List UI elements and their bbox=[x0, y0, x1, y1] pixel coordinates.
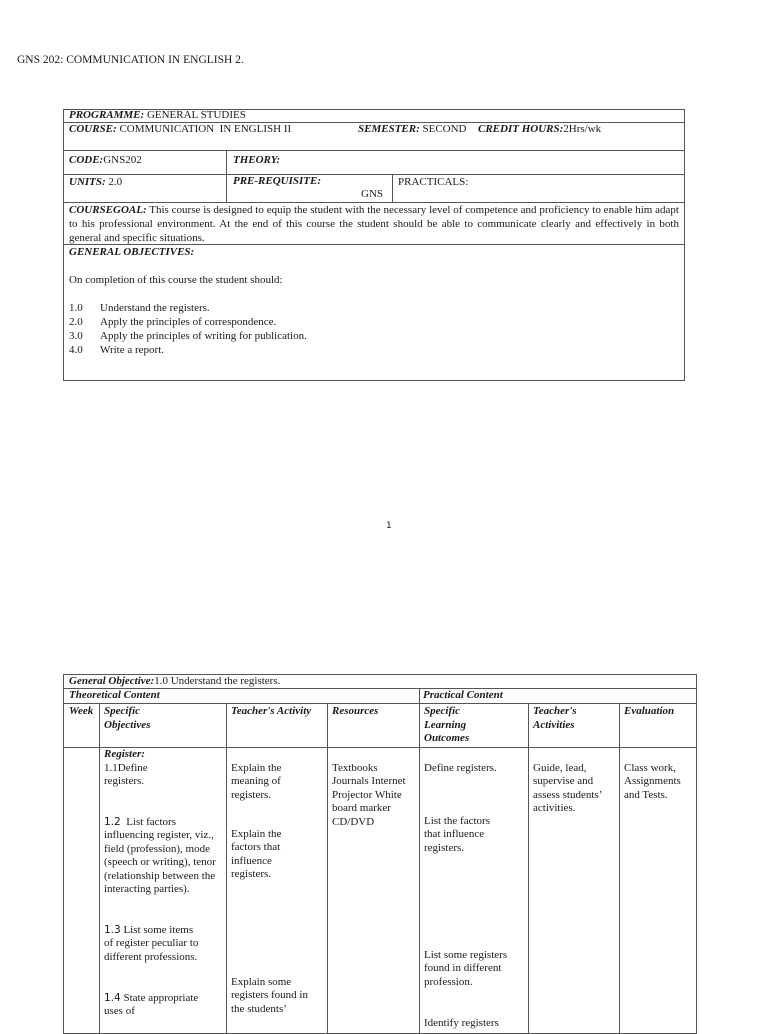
general-objective-label: General Objective: bbox=[69, 675, 155, 687]
programme-label: PROGRAMME: bbox=[69, 109, 145, 121]
objective-item: 2.0 Apply the principles of correspondence. bbox=[69, 316, 277, 328]
course-goal bbox=[69, 204, 679, 245]
course-goal-label: COURSEGOAL: bbox=[69, 204, 147, 216]
header-evaluation: Evaluation bbox=[624, 705, 675, 717]
objective-1-3: 1.3 List some items of register peculiar to different professions. bbox=[104, 924, 199, 963]
curriculum-table bbox=[63, 674, 697, 1034]
objective-1-1: 1.1Define registers. bbox=[104, 762, 148, 788]
learning-outcome-item: Define registers. bbox=[424, 762, 497, 774]
objective-item: 3.0 Apply the principles of writing for publication. bbox=[69, 330, 307, 342]
prerequisite-label: PRE-REQUISITE: bbox=[233, 175, 322, 187]
header-specific-objectives: Specific Objectives bbox=[104, 705, 151, 731]
course-row bbox=[69, 123, 291, 137]
units-label: UNITS: bbox=[69, 176, 106, 188]
objective-1-4: 1.4 State appropriate uses of bbox=[104, 992, 199, 1018]
units-cell bbox=[69, 176, 122, 190]
credit-hours-label: CREDIT HOURS: bbox=[478, 123, 564, 135]
teacher-activity-item: Explain some registers found in the students’ bbox=[231, 976, 308, 1015]
header-resources: Resources bbox=[332, 705, 379, 717]
programme-row bbox=[69, 109, 246, 123]
learning-outcome-item: Identify registers bbox=[424, 1017, 499, 1029]
course-value: COMMUNICATION IN ENGLISH II bbox=[119, 123, 292, 135]
general-objective-value: 1.0 Understand the registers. bbox=[154, 675, 281, 687]
code-value: GNS202 bbox=[103, 154, 142, 166]
practical-content-heading: Practical Content bbox=[423, 689, 503, 701]
semester-value: SECOND bbox=[422, 123, 467, 135]
course-label: COURSE: bbox=[69, 123, 117, 135]
semester-label: SEMESTER: bbox=[358, 123, 420, 135]
objective-1-2: 1.2 List factors influencing register, viz., field (profession), mode (speech or writing), tenor (relationship between the interacting parties). bbox=[104, 816, 216, 896]
objectives-intro: On completion of this course the student should: bbox=[69, 274, 283, 286]
units-value: 2.0 bbox=[108, 176, 123, 188]
document-title: GNS 202: COMMUNICATION IN ENGLISH 2. bbox=[17, 54, 244, 66]
teacher-activity-item: Explain the factors that influence registers. bbox=[231, 828, 282, 881]
objective-item: 4.0 Write a report. bbox=[69, 344, 164, 356]
general-objective-row bbox=[69, 675, 280, 689]
credit-hours-cell bbox=[478, 123, 601, 137]
page-number: 1 bbox=[386, 521, 392, 531]
header-week: Week bbox=[69, 705, 94, 717]
code-cell bbox=[69, 154, 142, 168]
resources-list: Textbooks Journals Internet Projector White board marker CD/DVD bbox=[332, 762, 406, 828]
code-label: CODE: bbox=[69, 154, 104, 166]
theoretical-content-heading: Theoretical Content bbox=[69, 689, 160, 701]
course-info-table bbox=[63, 109, 685, 381]
teacher-activity-item: Explain the meaning of registers. bbox=[231, 762, 282, 801]
theory-label: THEORY: bbox=[233, 154, 281, 166]
programme-value: GENERAL STUDIES bbox=[146, 109, 246, 121]
header-learning-outcomes: Specific Learning Outcomes bbox=[424, 705, 470, 744]
practicals-label: PRACTICALS: bbox=[398, 176, 469, 188]
register-heading: Register: bbox=[104, 748, 145, 760]
course-goal-text: This course is designed to equip the student with the necessary level of competence and proficiency to enable him adapt to his professional environment. At the end of this course the student should be able to communicate clearly and effectively in both general and specific situations. bbox=[69, 204, 679, 244]
semester-cell bbox=[358, 123, 467, 137]
header-teachers-activities: Teacher's Activities bbox=[533, 705, 577, 731]
prerequisite-value: GNS bbox=[361, 188, 384, 200]
general-objectives-label: GENERAL OBJECTIVES: bbox=[69, 246, 195, 258]
evaluation-text: Class work, Assignments and Tests. bbox=[624, 762, 681, 801]
objective-item: 1.0 Understand the registers. bbox=[69, 302, 210, 314]
learning-outcome-item: List the factors that influence registers. bbox=[424, 815, 490, 854]
learning-outcome-item: List some registers found in different profession. bbox=[424, 949, 508, 988]
header-teachers-activity: Teacher's Activity bbox=[231, 705, 312, 717]
teachers-activities-text: Guide, lead, supervise and assess students’ activities. bbox=[533, 762, 602, 815]
credit-hours-value: 2Hrs/wk bbox=[563, 123, 602, 135]
